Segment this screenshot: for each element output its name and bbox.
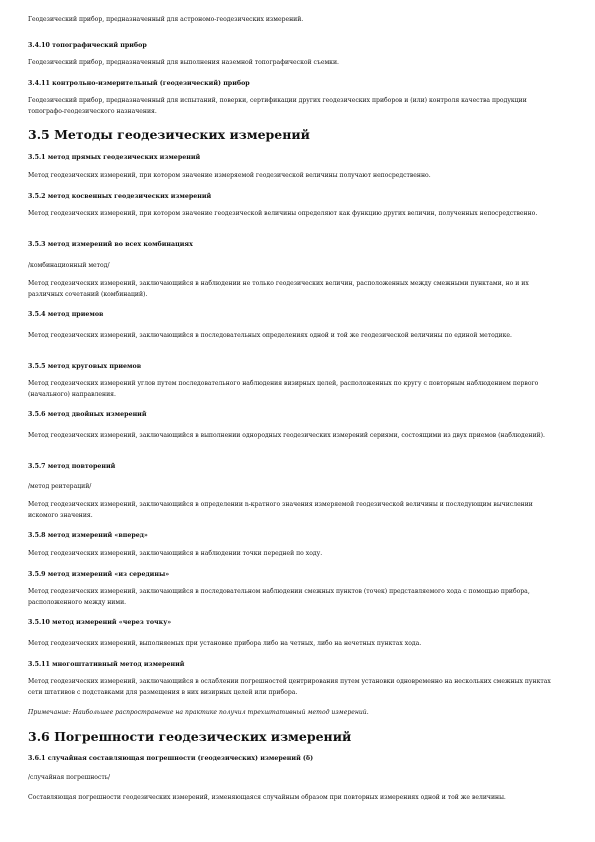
term-3-5-11: 3.5.11 многоштативный метод измерений (28, 661, 185, 668)
synonym: /комбинационный метод/ (28, 262, 110, 269)
paragraph: Метод геодезических измерений, выполняемых при установке прибора либо на четных, либо на нечетных пунктах хода. (28, 640, 422, 647)
term-3-4-11: 3.4.11 контрольно-измерительный (геодезический) прибор (28, 80, 250, 87)
section-heading-3-6: 3.6 Погрешности геодезических измерений (28, 729, 352, 744)
term-3-6-1: 3.6.1 случайная составляющая погрешности (геодезических) измерений (δ) (28, 755, 314, 762)
paragraph: Геодезический прибор, предназначенный для астрономо-геодезических измерений. (28, 16, 304, 23)
paragraph: Геодезический прибор, предназначенный для испытаний, поверки, сертификации других геодезических приборов и (или) контроля качества продукции топографо-геодезического назначения. (28, 97, 527, 115)
term-3-5-6: 3.5.6 метод двойных измерений (28, 411, 147, 418)
paragraph: Метод геодезических измерений, заключающийся в последовательных определениях одной и той же геодезической величины по единой методике. (28, 332, 512, 339)
paragraph: Метод геодезических измерений, заключающийся в наблюдении точки передней по ходу. (28, 550, 323, 557)
paragraph: Метод геодезических измерений, при котором значение геодезической величины определяют как функцию других величин, полученных непосредственно. (28, 210, 538, 217)
term-3-4-10: 3.4.10 топографический прибор (28, 42, 147, 49)
paragraph: Метод геодезических измерений углов путем последовательного наблюдения визирных целей, расположенных по кругу с повторным наблюдением первого (начального) направления. (28, 380, 539, 398)
term-3-5-7: 3.5.7 метод повторений (28, 463, 116, 470)
paragraph: Геодезический прибор, предназначенный для выполнения наземной топографической съемки. (28, 59, 339, 66)
term-3-5-8: 3.5.8 метод измерений «вперед» (28, 532, 148, 539)
paragraph: Метод геодезических измерений, заключающийся в ослаблении погрешностей центрирования путем установки одновременно на нескольких смежных пунктах сети штативов с подставками для размещения в них визирных целей или прибора. (28, 678, 551, 696)
synonym: /случайная погрешность/ (28, 774, 111, 781)
term-3-5-10: 3.5.10 метод измерений «через точку» (28, 619, 172, 626)
synonym: /метод реитераций/ (28, 483, 92, 490)
term-3-5-2: 3.5.2 метод косвенных геодезических измерений (28, 193, 212, 200)
paragraph: Метод геодезических измерений, заключающийся в определении n-кратного значения измеряемой геодезической величины и последующим вычислении искомого значения. (28, 501, 533, 519)
paragraph: Метод геодезических измерений, при котором значение измеряемой геодезической величины получают непосредственно. (28, 172, 431, 179)
term-3-5-1: 3.5.1 метод прямых геодезических измерений (28, 154, 201, 161)
paragraph: Метод геодезических измерений, заключающийся в выполнении однородных геодезических измерений сериями, состоящими из двух приемов (наблюдений). (28, 432, 545, 439)
term-3-5-4: 3.5.4 метод приемов (28, 311, 104, 318)
paragraph: Метод геодезических измерений, заключающийся в наблюдении не только геодезических величин, расположенных между смежными пунктами, но и их различных сочетаний (комбинаций). (28, 280, 529, 298)
term-3-5-5: 3.5.5 метод круговых приемов (28, 363, 142, 370)
note: Примечание: Наибольшее распространение на практике получил трехштативный метод измерений. (28, 709, 369, 716)
paragraph: Метод геодезических измерений, заключающийся в последовательном наблюдении смежных пунктов (точек) представляемого хода с помощью прибора, расположенного между ними. (28, 588, 530, 606)
paragraph: Составляющая погрешности геодезических измерений, изменяющаяся случайным образом при повторных измерениях одной и той же величины. (28, 794, 506, 801)
section-heading-3-5: 3.5 Методы геодезических измерений (28, 127, 310, 142)
term-3-5-9: 3.5.9 метод измерений «из середины» (28, 571, 170, 578)
term-3-5-3: 3.5.3 метод измерений во всех комбинациях (28, 241, 193, 248)
